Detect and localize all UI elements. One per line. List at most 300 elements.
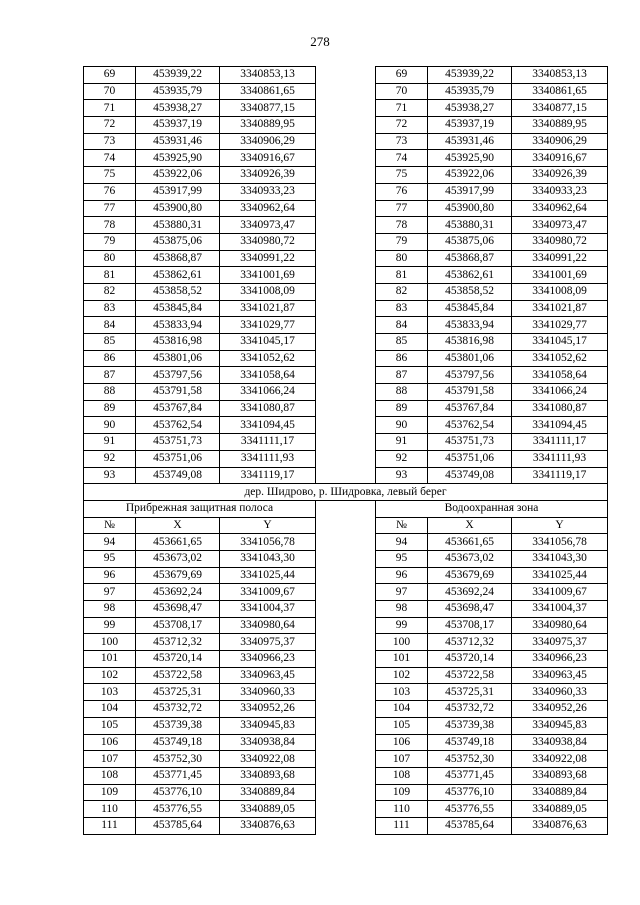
gap-cell bbox=[316, 100, 376, 117]
x-coordinate: 453880,31 bbox=[136, 217, 220, 234]
y-coordinate: 3340960,33 bbox=[220, 684, 316, 701]
table-row bbox=[84, 601, 608, 618]
point-number: 71 bbox=[376, 100, 428, 117]
y-coordinate: 3340889,84 bbox=[512, 784, 608, 801]
y-coordinate: 3340962,64 bbox=[220, 200, 316, 217]
y-coordinate: 3340906,29 bbox=[220, 133, 316, 150]
x-coordinate: 453900,80 bbox=[428, 200, 512, 217]
x-coordinate: 453938,27 bbox=[136, 100, 220, 117]
column-header-y: Y bbox=[220, 517, 316, 534]
point-number: 96 bbox=[84, 567, 136, 584]
point-number: 90 bbox=[376, 417, 428, 434]
x-coordinate: 453732,72 bbox=[428, 701, 512, 718]
y-coordinate: 3340963,45 bbox=[512, 667, 608, 684]
point-number: 98 bbox=[376, 601, 428, 618]
table-row bbox=[84, 67, 608, 84]
x-coordinate: 453791,58 bbox=[136, 384, 220, 401]
x-coordinate: 453749,18 bbox=[136, 734, 220, 751]
x-coordinate: 453937,19 bbox=[136, 117, 220, 134]
table-row bbox=[84, 584, 608, 601]
y-coordinate: 3340893,68 bbox=[220, 767, 316, 784]
x-coordinate: 453749,18 bbox=[428, 734, 512, 751]
table-row bbox=[84, 667, 608, 684]
point-number: 105 bbox=[84, 717, 136, 734]
point-number: 103 bbox=[84, 684, 136, 701]
y-coordinate: 3340889,05 bbox=[512, 801, 608, 818]
x-coordinate: 453925,90 bbox=[428, 150, 512, 167]
gap-cell bbox=[316, 567, 376, 584]
x-coordinate: 453862,61 bbox=[136, 267, 220, 284]
x-coordinate: 453673,02 bbox=[136, 550, 220, 567]
x-coordinate: 453679,69 bbox=[136, 567, 220, 584]
table-row bbox=[84, 350, 608, 367]
x-coordinate: 453661,65 bbox=[428, 534, 512, 551]
gap-cell bbox=[316, 617, 376, 634]
table-row bbox=[84, 133, 608, 150]
y-coordinate: 3340853,13 bbox=[220, 67, 316, 84]
point-number: 77 bbox=[376, 200, 428, 217]
point-number: 109 bbox=[84, 784, 136, 801]
point-number: 88 bbox=[376, 384, 428, 401]
gap-cell bbox=[316, 300, 376, 317]
y-coordinate: 3340893,68 bbox=[512, 767, 608, 784]
x-coordinate: 453938,27 bbox=[428, 100, 512, 117]
y-coordinate: 3340933,23 bbox=[512, 183, 608, 200]
y-coordinate: 3341094,45 bbox=[220, 417, 316, 434]
y-coordinate: 3341004,37 bbox=[512, 601, 608, 618]
y-coordinate: 3341111,93 bbox=[512, 450, 608, 467]
point-number: 92 bbox=[84, 450, 136, 467]
point-number: 89 bbox=[84, 400, 136, 417]
y-coordinate: 3340945,83 bbox=[220, 717, 316, 734]
y-coordinate: 3340876,63 bbox=[220, 817, 316, 834]
section-header bbox=[84, 484, 608, 534]
x-coordinate: 453698,47 bbox=[136, 601, 220, 618]
table-row bbox=[84, 117, 608, 134]
gap-cell bbox=[316, 183, 376, 200]
x-coordinate: 453845,84 bbox=[428, 300, 512, 317]
x-coordinate: 453816,98 bbox=[136, 334, 220, 351]
point-number: 83 bbox=[376, 300, 428, 317]
gap-cell bbox=[316, 784, 376, 801]
x-coordinate: 453692,24 bbox=[136, 584, 220, 601]
x-coordinate: 453868,87 bbox=[428, 250, 512, 267]
gap-cell bbox=[316, 117, 376, 134]
page-number: 278 bbox=[310, 34, 330, 49]
gap-cell bbox=[316, 534, 376, 551]
x-coordinate: 453673,02 bbox=[428, 550, 512, 567]
y-coordinate: 3340938,84 bbox=[512, 734, 608, 751]
y-coordinate: 3340926,39 bbox=[512, 167, 608, 184]
point-number: 102 bbox=[84, 667, 136, 684]
table-row bbox=[84, 83, 608, 100]
point-number: 82 bbox=[84, 283, 136, 300]
point-number: 86 bbox=[84, 350, 136, 367]
gap-cell bbox=[316, 283, 376, 300]
x-coordinate: 453776,55 bbox=[428, 801, 512, 818]
gap-cell bbox=[316, 734, 376, 751]
y-coordinate: 3340877,15 bbox=[512, 100, 608, 117]
point-number: 92 bbox=[376, 450, 428, 467]
y-coordinate: 3340926,39 bbox=[220, 167, 316, 184]
point-number: 111 bbox=[376, 817, 428, 834]
point-number: 84 bbox=[376, 317, 428, 334]
gap-cell bbox=[316, 550, 376, 567]
y-coordinate: 3341056,78 bbox=[512, 534, 608, 551]
table-row bbox=[84, 417, 608, 434]
point-number: 80 bbox=[376, 250, 428, 267]
y-coordinate: 3340853,13 bbox=[512, 67, 608, 84]
x-coordinate: 453708,17 bbox=[428, 617, 512, 634]
point-number: 107 bbox=[84, 751, 136, 768]
table-row bbox=[84, 334, 608, 351]
gap-cell bbox=[316, 717, 376, 734]
point-number: 100 bbox=[376, 634, 428, 651]
point-number: 104 bbox=[84, 701, 136, 718]
y-coordinate: 3340889,95 bbox=[220, 117, 316, 134]
table-row bbox=[84, 784, 608, 801]
y-coordinate: 3341056,78 bbox=[220, 534, 316, 551]
table-row bbox=[84, 617, 608, 634]
x-coordinate: 453679,69 bbox=[428, 567, 512, 584]
table-row bbox=[84, 434, 608, 451]
point-number: 99 bbox=[376, 617, 428, 634]
point-number: 70 bbox=[84, 83, 136, 100]
table-row bbox=[84, 317, 608, 334]
point-number: 90 bbox=[84, 417, 136, 434]
x-coordinate: 453935,79 bbox=[428, 83, 512, 100]
x-coordinate: 453931,46 bbox=[136, 133, 220, 150]
point-number: 110 bbox=[84, 801, 136, 818]
point-number: 95 bbox=[84, 550, 136, 567]
table-row bbox=[84, 467, 608, 484]
x-coordinate: 453771,45 bbox=[428, 767, 512, 784]
x-coordinate: 453801,06 bbox=[136, 350, 220, 367]
y-coordinate: 3341052,62 bbox=[220, 350, 316, 367]
x-coordinate: 453776,10 bbox=[428, 784, 512, 801]
y-coordinate: 3340906,29 bbox=[512, 133, 608, 150]
x-coordinate: 453692,24 bbox=[428, 584, 512, 601]
point-number: 96 bbox=[376, 567, 428, 584]
point-number: 83 bbox=[84, 300, 136, 317]
point-number: 86 bbox=[376, 350, 428, 367]
y-coordinate: 3341008,09 bbox=[220, 283, 316, 300]
x-coordinate: 453712,32 bbox=[428, 634, 512, 651]
x-coordinate: 453868,87 bbox=[136, 250, 220, 267]
table-row bbox=[84, 400, 608, 417]
point-number: 89 bbox=[376, 400, 428, 417]
table-row bbox=[84, 567, 608, 584]
table-row bbox=[84, 300, 608, 317]
point-number: 110 bbox=[376, 801, 428, 818]
y-coordinate: 3341045,17 bbox=[512, 334, 608, 351]
x-coordinate: 453739,38 bbox=[136, 717, 220, 734]
y-coordinate: 3341080,87 bbox=[512, 400, 608, 417]
gap-cell bbox=[316, 233, 376, 250]
x-coordinate: 453771,45 bbox=[136, 767, 220, 784]
y-coordinate: 3340973,47 bbox=[220, 217, 316, 234]
table-row bbox=[84, 183, 608, 200]
y-coordinate: 3340952,26 bbox=[512, 701, 608, 718]
table-row bbox=[84, 200, 608, 217]
x-coordinate: 453862,61 bbox=[428, 267, 512, 284]
x-coordinate: 453785,64 bbox=[428, 817, 512, 834]
x-coordinate: 453797,56 bbox=[136, 367, 220, 384]
table-row bbox=[84, 534, 608, 551]
table-row bbox=[84, 717, 608, 734]
x-coordinate: 453776,10 bbox=[136, 784, 220, 801]
y-coordinate: 3340952,26 bbox=[220, 701, 316, 718]
point-number: 87 bbox=[84, 367, 136, 384]
gap-cell bbox=[316, 250, 376, 267]
x-coordinate: 453722,58 bbox=[136, 667, 220, 684]
x-coordinate: 453858,52 bbox=[136, 283, 220, 300]
point-number: 77 bbox=[84, 200, 136, 217]
x-coordinate: 453875,06 bbox=[136, 233, 220, 250]
gap-cell bbox=[316, 417, 376, 434]
gap-cell bbox=[316, 267, 376, 284]
point-number: 106 bbox=[84, 734, 136, 751]
column-header-y: Y bbox=[512, 517, 608, 534]
x-coordinate: 453939,22 bbox=[428, 67, 512, 84]
x-coordinate: 453791,58 bbox=[428, 384, 512, 401]
y-coordinate: 3340889,95 bbox=[512, 117, 608, 134]
point-number: 88 bbox=[84, 384, 136, 401]
gap-cell bbox=[316, 217, 376, 234]
y-coordinate: 3340938,84 bbox=[220, 734, 316, 751]
point-number: 69 bbox=[376, 67, 428, 84]
gap-cell bbox=[316, 367, 376, 384]
gap-cell bbox=[316, 584, 376, 601]
point-number: 75 bbox=[376, 167, 428, 184]
y-coordinate: 3341009,67 bbox=[220, 584, 316, 601]
point-number: 87 bbox=[376, 367, 428, 384]
y-coordinate: 3341111,17 bbox=[512, 434, 608, 451]
y-coordinate: 3341008,09 bbox=[512, 283, 608, 300]
gap-cell bbox=[316, 317, 376, 334]
x-coordinate: 453776,55 bbox=[136, 801, 220, 818]
x-coordinate: 453922,06 bbox=[136, 167, 220, 184]
point-number: 93 bbox=[376, 467, 428, 484]
y-coordinate: 3341052,62 bbox=[512, 350, 608, 367]
gap-cell bbox=[316, 817, 376, 834]
table-row bbox=[84, 801, 608, 818]
column-header-x: X bbox=[136, 517, 220, 534]
x-coordinate: 453661,65 bbox=[136, 534, 220, 551]
gap-cell bbox=[316, 801, 376, 818]
y-coordinate: 3341025,44 bbox=[512, 567, 608, 584]
x-coordinate: 453925,90 bbox=[136, 150, 220, 167]
table-row bbox=[84, 701, 608, 718]
y-coordinate: 3341001,69 bbox=[220, 267, 316, 284]
x-coordinate: 453751,06 bbox=[136, 450, 220, 467]
gap-cell bbox=[316, 350, 376, 367]
x-coordinate: 453922,06 bbox=[428, 167, 512, 184]
x-coordinate: 453767,84 bbox=[136, 400, 220, 417]
y-coordinate: 3340876,63 bbox=[512, 817, 608, 834]
point-number: 71 bbox=[84, 100, 136, 117]
point-number: 72 bbox=[376, 117, 428, 134]
table-row bbox=[84, 250, 608, 267]
point-number: 73 bbox=[84, 133, 136, 150]
x-coordinate: 453749,08 bbox=[428, 467, 512, 484]
y-coordinate: 3341029,77 bbox=[220, 317, 316, 334]
gap-cell bbox=[316, 601, 376, 618]
point-number: 79 bbox=[84, 233, 136, 250]
column-header-no: № bbox=[376, 517, 428, 534]
point-number: 72 bbox=[84, 117, 136, 134]
y-coordinate: 3341001,69 bbox=[512, 267, 608, 284]
table-row bbox=[84, 267, 608, 284]
gap-cell bbox=[316, 467, 376, 484]
point-number: 109 bbox=[376, 784, 428, 801]
gap-cell bbox=[316, 634, 376, 651]
gap-cell bbox=[316, 651, 376, 668]
table-row bbox=[84, 233, 608, 250]
x-coordinate: 453935,79 bbox=[136, 83, 220, 100]
table-row bbox=[84, 450, 608, 467]
x-coordinate: 453816,98 bbox=[428, 334, 512, 351]
y-coordinate: 3340963,45 bbox=[220, 667, 316, 684]
x-coordinate: 453739,38 bbox=[428, 717, 512, 734]
table-row bbox=[84, 283, 608, 300]
left-section-title: Прибрежная защитная полоса bbox=[84, 500, 316, 517]
x-coordinate: 453875,06 bbox=[428, 233, 512, 250]
gap-cell bbox=[316, 83, 376, 100]
point-number: 106 bbox=[376, 734, 428, 751]
point-number: 78 bbox=[376, 217, 428, 234]
point-number: 107 bbox=[376, 751, 428, 768]
table-row bbox=[84, 217, 608, 234]
coordinates-table bbox=[83, 66, 608, 835]
gap-cell bbox=[316, 150, 376, 167]
point-number: 78 bbox=[84, 217, 136, 234]
table-row bbox=[84, 167, 608, 184]
point-number: 97 bbox=[84, 584, 136, 601]
gap-cell bbox=[316, 517, 376, 534]
x-coordinate: 453732,72 bbox=[136, 701, 220, 718]
point-number: 102 bbox=[376, 667, 428, 684]
point-number: 76 bbox=[376, 183, 428, 200]
x-coordinate: 453751,73 bbox=[428, 434, 512, 451]
x-coordinate: 453751,73 bbox=[136, 434, 220, 451]
y-coordinate: 3340960,33 bbox=[512, 684, 608, 701]
table-row bbox=[84, 817, 608, 834]
y-coordinate: 3340922,08 bbox=[220, 751, 316, 768]
point-number: 104 bbox=[376, 701, 428, 718]
x-coordinate: 453797,56 bbox=[428, 367, 512, 384]
x-coordinate: 453937,19 bbox=[428, 117, 512, 134]
y-coordinate: 3341029,77 bbox=[512, 317, 608, 334]
y-coordinate: 3341043,30 bbox=[220, 550, 316, 567]
y-coordinate: 3340877,15 bbox=[220, 100, 316, 117]
table-row bbox=[84, 684, 608, 701]
table-row bbox=[84, 751, 608, 768]
y-coordinate: 3341025,44 bbox=[220, 567, 316, 584]
point-number: 108 bbox=[376, 767, 428, 784]
table-row bbox=[84, 367, 608, 384]
column-header-no: № bbox=[84, 517, 136, 534]
table-row bbox=[84, 634, 608, 651]
y-coordinate: 3341111,93 bbox=[220, 450, 316, 467]
gap-cell bbox=[316, 334, 376, 351]
y-coordinate: 3341111,17 bbox=[220, 434, 316, 451]
y-coordinate: 3340861,65 bbox=[512, 83, 608, 100]
point-number: 74 bbox=[376, 150, 428, 167]
point-number: 85 bbox=[84, 334, 136, 351]
point-number: 101 bbox=[376, 651, 428, 668]
x-coordinate: 453720,14 bbox=[136, 651, 220, 668]
point-number: 97 bbox=[376, 584, 428, 601]
location-title: дер. Шидрово, р. Шидровка, левый берег bbox=[84, 484, 608, 501]
x-coordinate: 453767,84 bbox=[428, 400, 512, 417]
gap-cell bbox=[316, 67, 376, 84]
gap-cell bbox=[316, 133, 376, 150]
table-row bbox=[84, 150, 608, 167]
gap-cell bbox=[316, 434, 376, 451]
y-coordinate: 3340966,23 bbox=[220, 651, 316, 668]
gap-cell bbox=[316, 684, 376, 701]
right-section-title: Водоохранная зона bbox=[376, 500, 608, 517]
y-coordinate: 3340966,23 bbox=[512, 651, 608, 668]
table-row bbox=[84, 734, 608, 751]
x-coordinate: 453900,80 bbox=[136, 200, 220, 217]
point-number: 94 bbox=[84, 534, 136, 551]
point-number: 75 bbox=[84, 167, 136, 184]
y-coordinate: 3340980,72 bbox=[512, 233, 608, 250]
y-coordinate: 3341009,67 bbox=[512, 584, 608, 601]
y-coordinate: 3341058,64 bbox=[220, 367, 316, 384]
top-rows bbox=[84, 67, 608, 484]
point-number: 101 bbox=[84, 651, 136, 668]
x-coordinate: 453931,46 bbox=[428, 133, 512, 150]
y-coordinate: 3341021,87 bbox=[220, 300, 316, 317]
point-number: 95 bbox=[376, 550, 428, 567]
table-row bbox=[84, 550, 608, 567]
y-coordinate: 3341080,87 bbox=[220, 400, 316, 417]
x-coordinate: 453749,08 bbox=[136, 467, 220, 484]
x-coordinate: 453762,54 bbox=[136, 417, 220, 434]
table-row bbox=[84, 384, 608, 401]
point-number: 103 bbox=[376, 684, 428, 701]
y-coordinate: 3340933,23 bbox=[220, 183, 316, 200]
x-coordinate: 453785,64 bbox=[136, 817, 220, 834]
gap-cell bbox=[316, 751, 376, 768]
y-coordinate: 3341045,17 bbox=[220, 334, 316, 351]
y-coordinate: 3341094,45 bbox=[512, 417, 608, 434]
y-coordinate: 3340980,72 bbox=[220, 233, 316, 250]
x-coordinate: 453858,52 bbox=[428, 283, 512, 300]
point-number: 79 bbox=[376, 233, 428, 250]
point-number: 85 bbox=[376, 334, 428, 351]
x-coordinate: 453917,99 bbox=[428, 183, 512, 200]
x-coordinate: 453722,58 bbox=[428, 667, 512, 684]
x-coordinate: 453720,14 bbox=[428, 651, 512, 668]
gap-cell bbox=[316, 500, 376, 517]
gap-cell bbox=[316, 400, 376, 417]
point-number: 94 bbox=[376, 534, 428, 551]
y-coordinate: 3340861,65 bbox=[220, 83, 316, 100]
y-coordinate: 3340975,37 bbox=[512, 634, 608, 651]
y-coordinate: 3340980,64 bbox=[512, 617, 608, 634]
column-header-x: X bbox=[428, 517, 512, 534]
point-number: 73 bbox=[376, 133, 428, 150]
table-row bbox=[84, 767, 608, 784]
y-coordinate: 3340889,84 bbox=[220, 784, 316, 801]
gap-cell bbox=[316, 667, 376, 684]
y-coordinate: 3341066,24 bbox=[220, 384, 316, 401]
y-coordinate: 3340889,05 bbox=[220, 801, 316, 818]
